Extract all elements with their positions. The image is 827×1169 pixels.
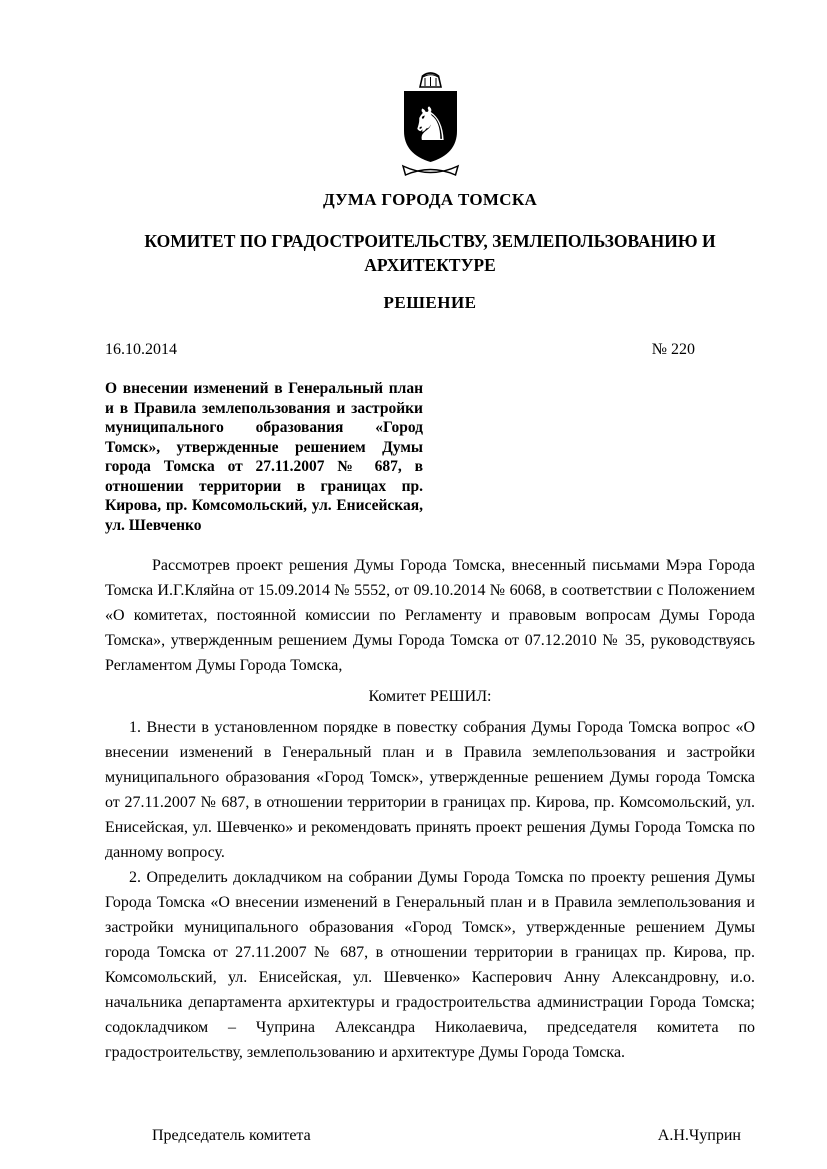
- resolution-heading: Комитет РЕШИЛ:: [368, 688, 492, 706]
- tomsk-coat-of-arms-horse-icon: [105, 66, 755, 184]
- document-subject: О внесении изменений в Генеральный план и в Правила землепользования и застройки муниципального образования «Город Томск», утвержденные решением Думы города Томска от 27.11.2007 № 687, в отношении территории в границах пр. Кирова, пр. Комсомольский, ул. Енисейская, ул. Шевченко: [105, 380, 423, 534]
- date-number-row: [105, 341, 755, 359]
- organization-title: ДУМА ГОРОДА ТОМСКА: [322, 190, 538, 209]
- committee-title: КОМИТЕТ ПО ГРАДОСТРОИТЕЛЬСТВУ, ЗЕМЛЕПОЛЬЗОВАНИЮ И АРХИТЕКТУРЕ: [144, 231, 716, 275]
- coat-of-arms-svg: [394, 66, 466, 184]
- signature-title: Председатель комитета: [152, 1127, 311, 1145]
- document-number: № 220: [651, 341, 695, 359]
- document-date: 16.10.2014: [105, 341, 177, 359]
- svg-text:♞: ♞: [409, 97, 452, 151]
- resolution-item-1: 1. Внести в установленном порядке в повестку собрания Думы Города Томска вопрос «О внесении изменений в Генеральный план и в Правила землепользования и застройки муниципального образования «Город Томск», утвержденные решением Думы города Томска от 27.11.2007 № 687, в отношении территории в границах пр. Кирова, пр. Комсомольский, ул. Енисейская, ул. Шевченко» и рекомендовать принять проект решения Думы Города Томска по данному вопросу.: [105, 719, 755, 862]
- preamble-paragraph: Рассмотрев проект решения Думы Города Томска, внесенный письмами Мэра Города Томска И.Г.Кляйна от 15.09.2014 № 5552, от 09.10.2014 № 6068, в соответствии с Положением «О комитетах, постоянной комиссии по Регламенту и правовым вопросам Думы Города Томска», утвержденным решением Думы Города Томска от 07.12.2010 № 35, руководствуясь Регламентом Думы Города Томска,: [105, 557, 755, 675]
- document-type-heading: РЕШЕНИЕ: [383, 293, 477, 313]
- resolution-item-2: 2. Определить докладчиком на собрании Думы Города Томска по проекту решения Думы Города Томска «О внесении изменений в Генеральный план и в Правила землепользования и застройки муниципального образования «Город Томск», утвержденные решением Думы города Томска от 27.11.2007 № 687, в отношении территории в границах пр. Кирова, пр. Комсомольский, ул. Енисейская, ул. Шевченко» Касперович Анну Александровну, и.о. начальника департамента архитектуры и градостроительства администрации Города Томска; содокладчиком – Чуприна Александра Николаевича, председателя комитета по градостроительству, землепользованию и архитектуре Думы Города Томска.: [105, 869, 755, 1062]
- signature-name: А.Н.Чуприн: [657, 1127, 741, 1145]
- signature-row: [105, 1127, 755, 1145]
